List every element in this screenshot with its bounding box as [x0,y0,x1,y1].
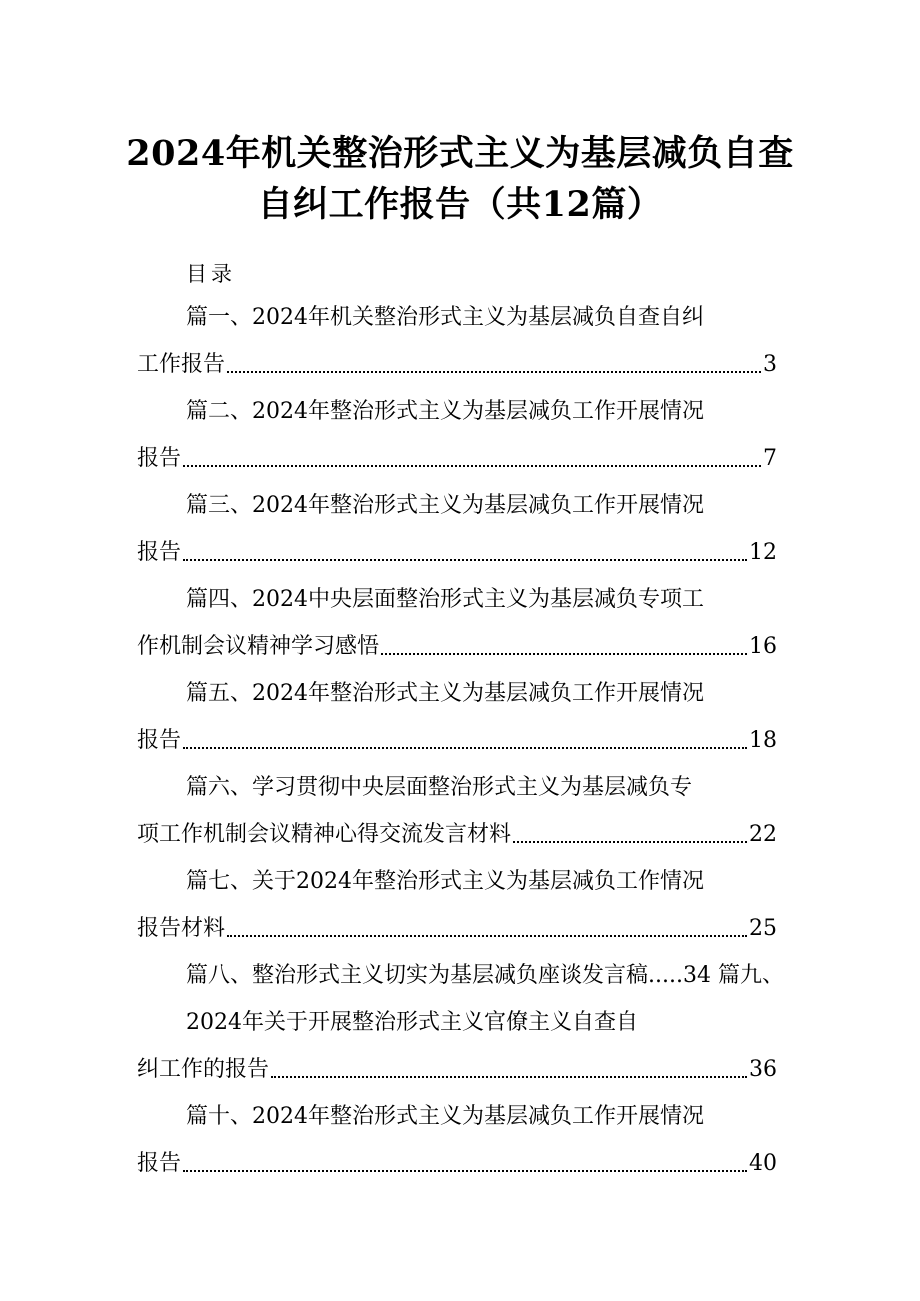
dot-leader [271,1075,747,1078]
toc-entry-title: 篇十、2024年整治形式主义为基层减负工作开展情况 [186,1104,704,1129]
toc-page-number: 22 [749,822,777,847]
toc-entry-title-cont: 项工作机制会议精神心得交流发言材料 [137,822,512,847]
toc-entry-continuation [137,1052,777,1088]
toc-entry-continuation [137,535,777,571]
toc-entry-title: 篇四、2024中央层面整治形式主义为基层减负专项工 [186,587,704,612]
toc-entry-continuation [137,347,777,383]
toc-entry-title: 2024年关于开展整治形式主义官僚主义自查自 [186,1010,638,1035]
page-title [0,128,920,230]
toc-entry-continuation [137,723,777,759]
toc-page-number: 12 [749,540,777,565]
dot-leader [183,558,747,561]
toc-page-number: 36 [749,1057,777,1082]
dot-leader [183,464,761,467]
toc-entry-title: 篇六、学习贯彻中央层面整治形式主义为基层减负专 [186,775,693,800]
toc-entry-title-cont: 作机制会议精神学习感悟 [137,634,380,659]
toc-entry-6[interactable] [0,770,920,864]
toc-entry-title-cont: 工作报告 [137,352,226,377]
toc-entry-title: 篇八、整治形式主义切实为基层减负座谈发言稿.....34 篇九、 [186,963,784,988]
toc-entry-title-cont: 报告 [137,446,182,471]
dot-leader [227,370,761,373]
table-of-contents [0,300,920,1193]
toc-entry-4[interactable] [0,582,920,676]
toc-page-number: 18 [749,728,777,753]
dot-leader [227,934,747,937]
toc-entry-continuation [137,911,777,947]
dot-leader [381,652,747,655]
title-line-1: 2024年机关整治形式主义为基层减负自查 [126,133,794,174]
toc-entry-1[interactable] [0,300,920,394]
toc-entry-title: 篇一、2024年机关整治形式主义为基层减负自查自纠 [186,305,704,330]
toc-page-number: 7 [763,446,777,471]
toc-entry-title-cont: 纠工作的报告 [137,1057,270,1082]
toc-entry-continuation [137,817,777,853]
toc-entry-7[interactable] [0,864,920,958]
dot-leader [183,746,747,749]
toc-entry-title: 篇五、2024年整治形式主义为基层减负工作开展情况 [186,681,704,706]
toc-entry-2[interactable] [0,394,920,488]
toc-label: 目录 [186,262,236,286]
toc-entry-title-cont: 报告 [137,540,182,565]
toc-page-number: 16 [749,634,777,659]
dot-leader [183,1169,747,1172]
toc-entry-title: 篇二、2024年整治形式主义为基层减负工作开展情况 [186,399,704,424]
toc-entry-title-cont: 报告 [137,728,182,753]
toc-entry-9[interactable] [0,1005,920,1099]
toc-entry-10[interactable] [0,1099,920,1193]
toc-entry-continuation [137,1146,777,1182]
toc-page-number: 25 [749,916,777,941]
dot-leader [513,840,747,843]
toc-entry-title-cont: 报告材料 [137,916,226,941]
toc-entry-5[interactable] [0,676,920,770]
toc-entry-continuation [137,629,777,665]
toc-entry-continuation [137,441,777,477]
toc-entry-8[interactable] [0,958,920,1005]
title-line-2: 自纠工作报告（共12篇） [257,184,663,225]
toc-entry-title-cont: 报告 [137,1151,182,1176]
toc-entry-title: 篇三、2024年整治形式主义为基层减负工作开展情况 [186,493,704,518]
toc-entry-3[interactable] [0,488,920,582]
toc-page-number: 40 [749,1151,777,1176]
toc-entry-title: 篇七、关于2024年整治形式主义为基层减负工作情况 [186,869,704,894]
toc-page-number: 3 [763,352,777,377]
